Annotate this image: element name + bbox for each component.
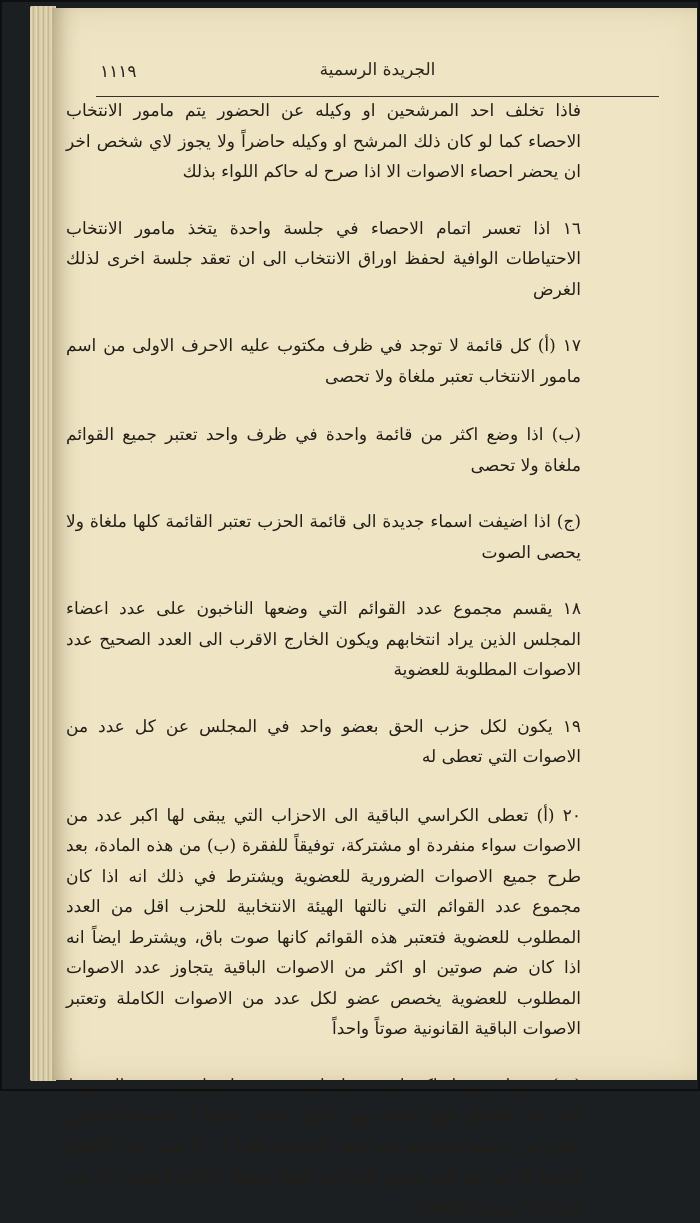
article-17-b: (ب) اذا وضع اكثر من قائمة واحدة في ظرف واحد تعتبر جميع القوائم ملغاة ولا تحصى	[66, 420, 581, 481]
article-20-a: ٢٠ (أ) تعطى الكراسي الباقية الى الاحزاب التي يبقى لها اكبر عدد من الاصوات سواء منفردة او مشتركة، توفيقاً للفقرة (ب) من هذه المادة، بعد طرح جميع الاصوات الضرورية للعضوية ويشترط في ذلك انه اذا كان مجموع عدد القوائم التي نالتها الهيئة الانتخابية للحزب اقل من العدد المطلوب للعضوية فتعتبر هذه القوائم كانها صوت باق، ويشترط ايضاً انه اذا كان ضم صوتين او اكثر من الاصوات الباقية يتجاوز عدد الاصوات المطلوب للعضوية يخصص عضو لكل عدد من الاصوات الكاملة وتعتبر الاصوات الباقية القانونية صوتاً واحداً	[66, 801, 581, 1045]
article-18: ١٨ يقسم مجموع عدد القوائم التي وضعها الناخبون على عدد اعضاء المجلس الذين يراد انتخابهم ويكون الخارج الاقرب الى العدد الصحيح عدد الاصوات المطلوبة للعضوية	[66, 594, 581, 686]
page-header	[96, 56, 659, 97]
article-20-b: (ب) يحق لحزبين او اكثر ان يتفقوا على ضم بقية اصواتهم حسب الشروط التي يتم الاتفاق عليها فيما بينهم لاجل انتخاب عضو او اعضاء اضافيين يكون من حقهم انتخابهم بعد ضم الاصوات على ان لا يعتبر هذا الاتفاق قانونياً ما لم يبلغ الى مامور الانتخاب خطياً توفيقاً لاحكام الفقرة (ج) من المادة ٦ من هذا النظام	[66, 1071, 581, 1223]
document-body	[66, 96, 581, 1223]
article-17-a: ١٧ (أ) كل قائمة لا توجد في ظرف مكتوب عليه الاحرف الاولى من اسم مامور الانتخاب تعتبر ملغاة ولا تحصى	[66, 331, 581, 392]
article-16: ١٦ اذا تعسر اتمام الاحصاء في جلسة واحدة يتخذ مامور الانتخاب الاحتياطات الوافية لحفظ اوراق الانتخاب الى ان تعقد جلسة اخرى لذلك الغرض	[66, 214, 581, 306]
article-17-c: (ج) اذا اضيفت اسماء جديدة الى قائمة الحزب تعتبر القائمة كلها ملغاة ولا يحصى الصوت	[66, 507, 581, 568]
gazette-title: الجريدة الرسمية	[96, 60, 659, 80]
article-19: ١٩ يكون لكل حزب الحق بعضو واحد في المجلس عن كل عدد من الاصوات التي تعطى له	[66, 712, 581, 773]
page-number: ١١١٩	[100, 62, 137, 82]
paragraph-count-continuation: فاذا تخلف احد المرشحين او وكيله عن الحضور يتم مامور الانتخاب الاحصاء كما لو كان ذلك المرشح او وكيله حاضراً ولا يجوز لاي شخص اخر ان يحضر احصاء الاصوات الا اذا صرح له حاكم اللواء بذلك	[66, 96, 581, 188]
